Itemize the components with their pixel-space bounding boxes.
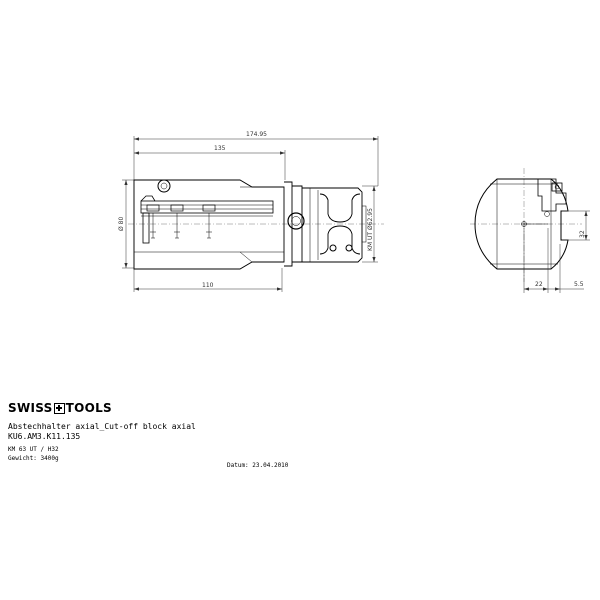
brand-name-left: SWISS	[8, 401, 53, 415]
dim-text-width-5-5: 5.5	[574, 281, 584, 288]
weight-label: Gewicht: 3400g	[8, 455, 59, 462]
dimension-height-32	[562, 211, 590, 240]
brand-name-right: TOOLS	[65, 401, 112, 415]
clamping-screws	[147, 205, 215, 238]
dim-text-length-110: 110	[202, 282, 214, 289]
brand-logo	[8, 400, 308, 416]
dimension-width-22	[524, 281, 548, 291]
interface-spec: KM 63 UT / H32	[8, 446, 59, 453]
dim-text-height-32: 32	[579, 230, 586, 238]
dimension-width-5-5	[548, 281, 584, 291]
front-view	[470, 168, 590, 293]
dim-text-length-135: 135	[214, 145, 226, 152]
dimension-length-110	[134, 282, 282, 291]
clamp-screw-icon	[155, 180, 170, 192]
dimension-overall-length	[134, 131, 378, 141]
title-block	[8, 400, 308, 463]
dim-text-diameter-80: Ø 80	[118, 216, 125, 231]
dim-text-interface-diameter: KM UT Ø62.95	[367, 208, 374, 251]
swiss-cross-icon	[54, 403, 65, 414]
dim-text-overall-length: 174.95	[246, 131, 267, 138]
date-label: Datum: 23.04.2010	[227, 462, 289, 469]
article-number: KU6.AM3.K11.135	[8, 432, 81, 441]
dimension-length-135	[134, 145, 285, 155]
side-view	[118, 131, 384, 292]
dim-text-width-22: 22	[535, 281, 543, 288]
part-description: Abstechhalter axial_Cut-off block axial	[8, 422, 196, 431]
